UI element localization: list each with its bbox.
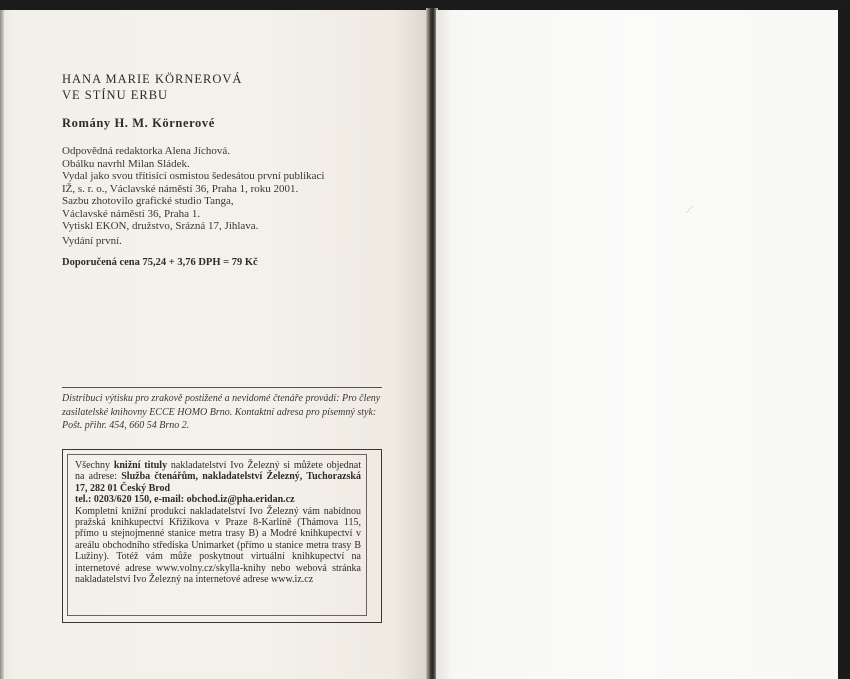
order-intro-text: Všechny xyxy=(75,460,114,471)
order-body-text: Kompletní knižní produkci nakladatelství Ivo Železný vám nabídnou pražská knihkupectví Křižíkova v Praze 8-Karlíně (Thámova 115, přímo u stejnojmenné stanice metra trasy B) a Modré knihkupectví v areálu obchodního střediska Unimarket (přímo u stanice metra trasy B Lužiny). Totéž vám může poskytnout virtuální knihkupectví na internetové adrese www.volny.cz/skylla-knihy nebo webová stránka nakladatelství Ivo Železný na internetové adrese www.iz.cz xyxy=(75,505,361,586)
paper-speck-mark: ⟋ xyxy=(686,205,693,216)
imprint-block xyxy=(62,145,382,247)
order-contact: tel.: 0203/620 150, e-mail: obchod.iz@pha.eridan.cz xyxy=(75,494,295,506)
imprint-line: Vytiskl EKON, družstvo, Srázná 17, Jihlava. xyxy=(62,220,259,232)
left-page-edge xyxy=(0,10,4,679)
imprint-line: Václavské náměstí 36, Praha 1. xyxy=(62,207,201,220)
imprint-line: Odpovědná redaktorka Alena Jíchová. xyxy=(62,145,230,157)
order-info-text xyxy=(75,460,361,494)
scanner-background xyxy=(838,10,850,679)
author-name: HANA MARIE KÖRNEROVÁ xyxy=(62,72,243,86)
imprint-line: Vydal jako svou třítisící osmistou šedesátou první publikaci xyxy=(62,170,325,182)
imprint-line: Sazbu zhotovilo grafické studio Tanga, xyxy=(62,195,234,207)
divider-rule xyxy=(62,387,382,388)
order-intro-rest: nakladatelství Ivo Železný si můžete objednat na adrese: xyxy=(75,460,362,483)
series-title: Romány H. M. Körnerové xyxy=(62,116,215,130)
imprint-line: IŽ, s. r. o., Václavské náměstí 36, Praha 1, roku 2001. xyxy=(62,182,299,195)
right-page-blank xyxy=(436,10,838,679)
imprint-line: Vydání první. xyxy=(62,234,122,247)
recommended-price: Doporučená cena 75,24 + 3,76 DPH = 79 Kč xyxy=(62,257,258,268)
order-address: Služba čtenářům, nakladatelství Železný, Tuchorazská 17, 282 01 Český Brod xyxy=(75,471,361,494)
book-title xyxy=(62,71,242,103)
title-name: VE STÍNU ERBU xyxy=(62,88,169,102)
distribution-note: Distribuci výtisku pro zrakově postižené a nevidomé čtenáře provádí: Pro členy zasilatelské knihovny ECCE HOMO Brno. Kontaktní adresa pro písemný styk: Pošt. přihr. 454, 660 54 Brno 2. xyxy=(62,393,381,431)
order-info-box xyxy=(67,454,367,616)
imprint-line: Obálku navrhl Milan Sládek. xyxy=(62,157,190,170)
order-intro-bold: knižní tituly xyxy=(113,460,168,471)
